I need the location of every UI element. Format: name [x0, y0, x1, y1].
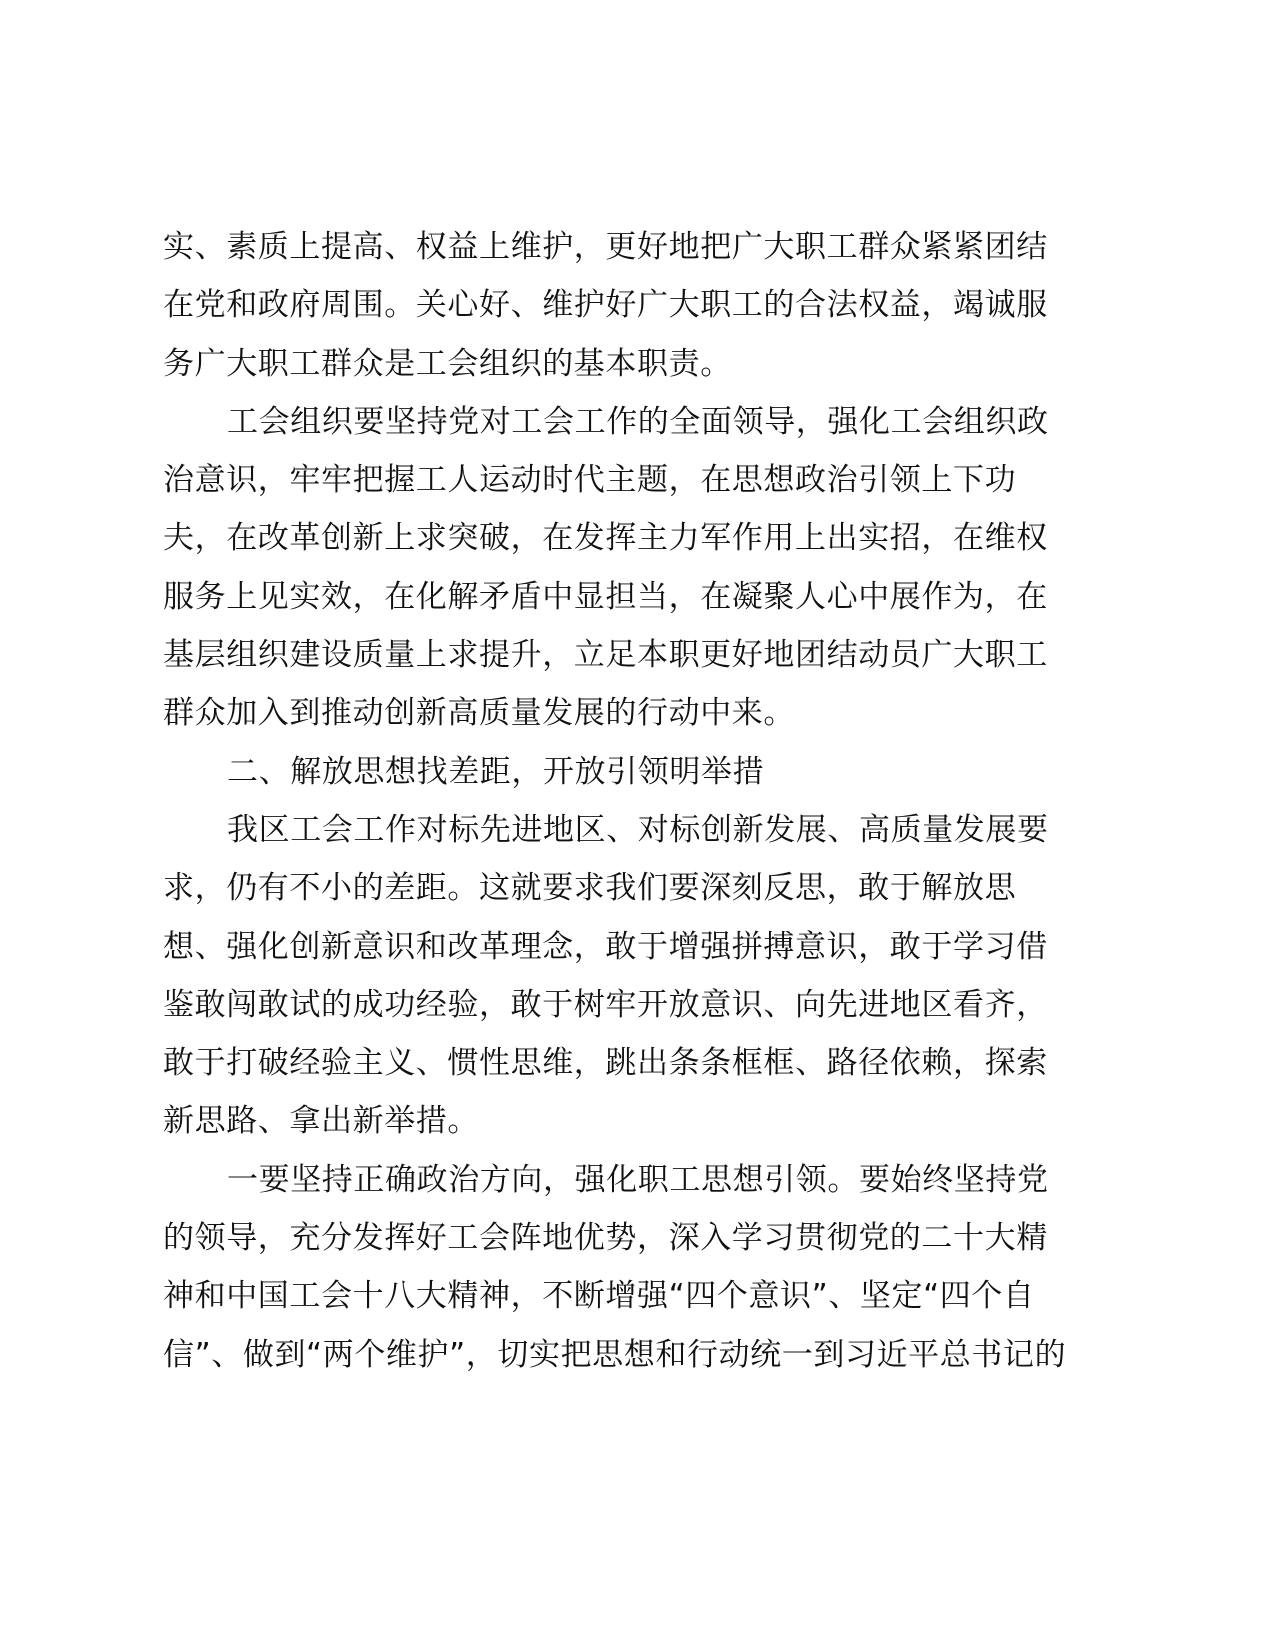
text-line: 群众加入到推动创新高质量发展的行动中来。 [163, 695, 795, 732]
text-line: 敢于打破经验主义、惯性思维，跳出条条框框、路径依赖，探索 [163, 1045, 1048, 1082]
text-line: 我区工会工作对标先进地区、对标创新发展、高质量发展要 [227, 811, 1049, 848]
text-line: 神和中国工会十八大精神，不断增强“四个意识”、坚定“四个自 [163, 1278, 1035, 1315]
text-line: 务广大职工群众是工会组织的基本职责。 [163, 345, 732, 382]
text-line: 工会组织要坚持党对工会工作的全面领导，强化工会组织政 [227, 403, 1049, 440]
text-line: 鉴敢闯敢试的成功经验，敢于树牢开放意识、向先进地区看齐， [163, 986, 1048, 1023]
document-body [163, 218, 1123, 1384]
text-line: 治意识，牢牢把握工人运动时代主题，在思想政治引领上下功 [163, 462, 1017, 499]
text-line: 夫，在改革创新上求突破，在发挥主力军作用上出实招，在维权 [163, 520, 1048, 557]
text-line: 想、强化创新意识和改革理念，敢于增强拼搏意识，敢于学习借 [163, 928, 1048, 965]
text-line: 一要坚持正确政治方向，强化职工思想引领。要始终坚持党 [227, 1161, 1049, 1198]
text-line: 信”、做到“两个维护”，切实把思想和行动统一到习近平总书记的 [163, 1336, 1067, 1373]
text-line: 新思路、拿出新举措。 [163, 1103, 479, 1140]
text-line: 基层组织建设质量上求提升，立足本职更好地团结动员广大职工 [163, 637, 1048, 674]
text-line: 在党和政府周围。关心好、维护好广大职工的合法权益，竭诚服 [163, 287, 1048, 324]
section-heading: 二、解放思想找差距，开放引领明举措 [227, 753, 765, 790]
text-line: 的领导，充分发挥好工会阵地优势，深入学习贯彻党的二十大精 [163, 1220, 1048, 1257]
text-line: 求，仍有不小的差距。这就要求我们要深刻反思，敢于解放思 [163, 870, 1017, 907]
text-line: 实、素质上提高、权益上维护，更好地把广大职工群众紧紧团结 [163, 229, 1048, 265]
text-line: 服务上见实效，在化解矛盾中显担当，在凝聚人心中展作为，在 [163, 578, 1048, 615]
